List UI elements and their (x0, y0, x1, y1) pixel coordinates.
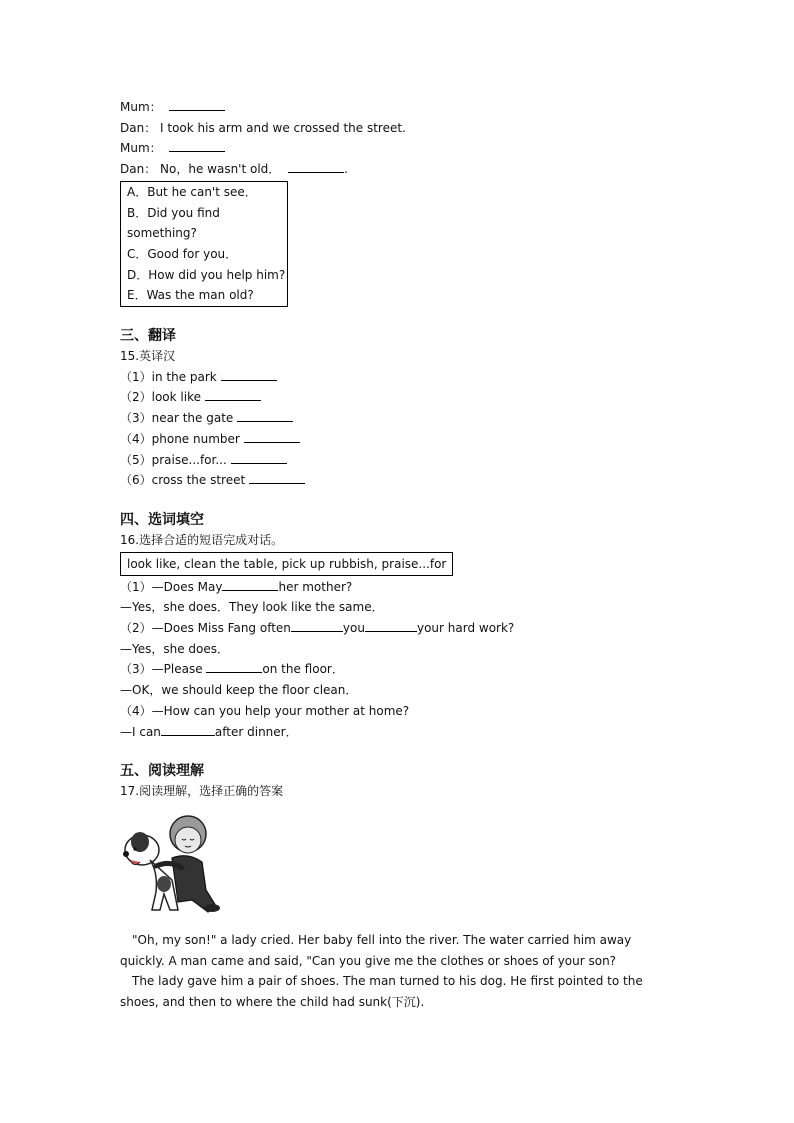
option-item: C．Good for you． (127, 246, 238, 261)
question-title: 16.选择合适的短语完成对话。 (120, 532, 284, 547)
dialogue-line (120, 97, 680, 118)
speaker: Mum： (120, 100, 162, 114)
girl-shoe (204, 904, 220, 912)
reply-line: —Yes，she does．They look like the same． (120, 600, 384, 615)
dog-eye (133, 847, 136, 850)
answer-blank[interactable] (161, 722, 215, 736)
answer-blank[interactable] (169, 97, 225, 111)
fill-item: （1）—Does May her mother? (120, 577, 680, 598)
girl-hugging-dog-illustration (120, 810, 230, 920)
fill-item: （4）—How can you help your mother at home? (120, 703, 410, 718)
worksheet-page (120, 97, 680, 1013)
reply-line: —Yes，she does． (120, 641, 230, 656)
reading-paragraph: "Oh, my son!" a lady cried. Her baby fell into the river. The water carried him away quickly. A man came and said, "Can you give me the clothes or shoes of your son? (120, 932, 632, 968)
dialogue-text: I took his arm and we crossed the street. (160, 120, 406, 135)
dialogue-text: No，he wasn't old． (160, 162, 281, 177)
answer-blank[interactable] (291, 618, 343, 632)
answer-blank[interactable] (288, 159, 344, 173)
section-heading: 三、翻译 (120, 328, 176, 345)
answer-blank[interactable] (231, 450, 287, 464)
fill-item: —I can after dinner． (120, 722, 680, 743)
reply-line: —OK，we should keep the floor clean． (120, 683, 358, 698)
translation-item: （5）praise...for... (120, 450, 680, 471)
speaker: Dan： (120, 120, 157, 135)
options-box (120, 181, 288, 307)
answer-blank[interactable] (206, 659, 262, 673)
question-title: 15.英译汉 (120, 349, 176, 364)
answer-blank[interactable] (205, 387, 261, 401)
option-item: E．Was the man old? (127, 288, 254, 303)
dog-nose (123, 851, 129, 857)
dialogue-line (120, 118, 680, 139)
translation-item: （2）look like (120, 387, 680, 408)
reading-paragraph: The lady gave him a pair of shoes. The man turned to his dog. He first pointed to the shoes, and then to where the child had sunk(下沉). (120, 974, 643, 1010)
option-item: D．How did you help him? (127, 267, 286, 282)
answer-blank[interactable] (244, 429, 300, 443)
question-title: 17.阅读理解，选择正确的答案 (120, 784, 284, 799)
answer-blank[interactable] (169, 138, 225, 152)
dog-spot (157, 876, 171, 892)
fill-item: （2）—Does Miss Fang often you your hard work? (120, 618, 680, 639)
option-item: A．But he can't see． (127, 184, 257, 199)
translation-item: （4）phone number (120, 429, 680, 450)
section-heading: 五、阅读理解 (120, 763, 204, 780)
translation-item: （3）near the gate (120, 408, 680, 429)
answer-blank[interactable] (221, 367, 277, 381)
option-item: B．Did you find something? (127, 205, 220, 241)
speaker: Mum： (120, 141, 162, 156)
dialogue-line: Dan： No，he wasn't old． . (120, 159, 680, 180)
speaker: Dan： (120, 162, 157, 177)
dialogue-line (120, 138, 680, 159)
answer-blank[interactable] (222, 577, 278, 591)
girl-arm (156, 863, 182, 868)
answer-blank[interactable] (249, 470, 305, 484)
answer-blank[interactable] (365, 618, 417, 632)
translation-item: （1）in the park (120, 367, 680, 388)
translation-item: （6）cross the street (120, 470, 680, 491)
fill-item: （3）—Please on the floor． (120, 659, 680, 680)
answer-blank[interactable] (237, 408, 293, 422)
girl-face (175, 827, 201, 853)
phrase-box: look like, clean the table, pick up rubbish, praise...for (120, 552, 453, 576)
section-heading: 四、选词填空 (120, 511, 204, 528)
